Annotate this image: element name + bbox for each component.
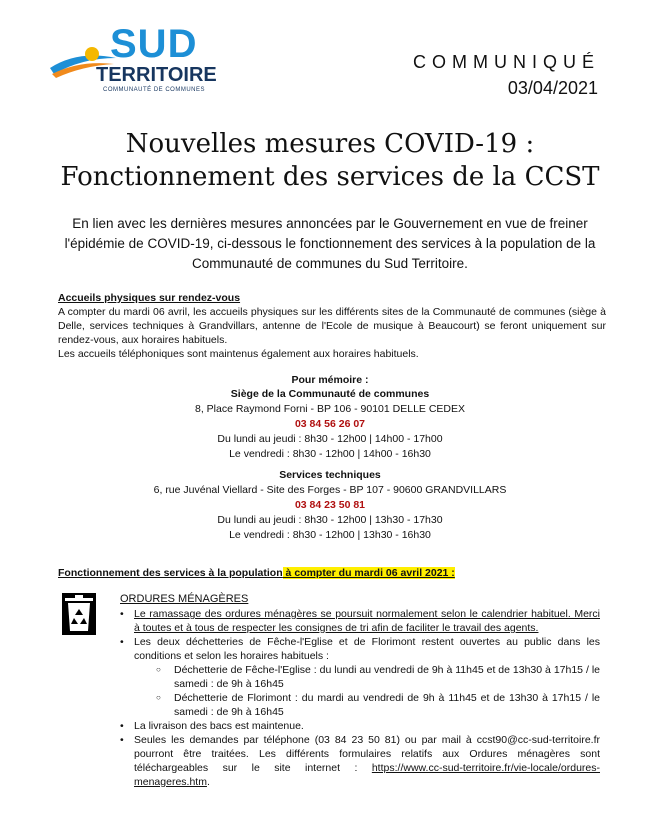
list-item: • La livraison des bacs est maintenue. [120, 719, 600, 733]
memo-heading: Pour mémoire : [291, 374, 369, 386]
logo-territoire: TERRITOIRE [96, 64, 217, 86]
ordures-link[interactable]: https://www.cc-sud-territoire.fr/vie-locale/ordures-menageres.htm [134, 762, 600, 788]
siege-hours-friday: Le vendredi : 8h30 - 12h00 | 14h00 - 16h30 [229, 448, 431, 460]
link-end: . [206, 776, 210, 788]
fonctionnement-heading-highlight: à compter du mardi 06 avril 2021 : [282, 567, 455, 579]
list-item [120, 635, 600, 719]
page-title-line1: Nouvelles mesures COVID-19 : [125, 129, 535, 159]
communique-date: 03/04/2021 [507, 78, 598, 98]
list-item [120, 733, 600, 789]
page-title-line2: Fonctionnement des services de la CCST [60, 162, 600, 192]
siege-phone: 03 84 56 26 07 [294, 418, 366, 430]
st-address: 6, rue Juvénal Viellard - Site des Forges - BP 107 - 90600 GRANDVILLARS [153, 484, 507, 496]
siege-address: 8, Place Raymond Forni - BP 106 - 90101 DELLE CEDEX [194, 403, 466, 415]
list-item-text: Les deux déchetteries de Fêche-l'Eglise et de Florimont restent ouvertes au public dans les conditions et selon les horaires habituels : [134, 636, 600, 662]
list-item: • Le ramassage des ordures ménagères se poursuit normalement selon le calendrier habituel. Merci à toutes et à tous de respecter les consignes de tri afin de faciliter le travail des agents. [120, 607, 600, 635]
st-hours-friday: Le vendredi : 8h30 - 12h00 | 13h30 - 16h30 [229, 529, 431, 541]
accueils-heading: Accueils physiques sur rendez-vous [58, 292, 241, 304]
communique-label: COMMUNIQUÉ [413, 52, 600, 72]
fonctionnement-heading [58, 566, 455, 580]
logo [48, 22, 223, 97]
st-title: Services techniques [279, 469, 381, 481]
ordures-title: ORDURES MÉNAGÈRES [120, 593, 249, 605]
accueils-text2: Les accueils téléphoniques sont maintenus également aux horaires habituels. [58, 348, 419, 360]
recycling-bin-icon [62, 593, 96, 635]
siege-title: Siège de la Communauté de communes [230, 388, 430, 400]
siege-hours-weekdays: Du lundi au jeudi : 8h30 - 12h00 | 14h00 - 17h00 [217, 433, 443, 445]
ordures-list [120, 607, 600, 789]
sub-list-item: ○ Déchetterie de Fêche-l'Eglise : du lundi au vendredi de 9h à 11h45 et de 13h30 à 17h15 / le samedi : de 9h à 16h45 [134, 663, 600, 691]
list-item-text: Seules les demandes par téléphone (03 84 23 50 81) ou par mail à ccst90@cc-sud-territoire.fr pourront être traitées. Les différents formulaires relatifs aux Ordures ménagères sont téléchargeables sur le site internet : [134, 734, 600, 774]
fonctionnement-heading-text: Fonctionnement des services à la population [58, 567, 283, 579]
logo-subtitle: COMMUNAUTÉ DE COMMUNES [103, 87, 205, 93]
intro-paragraph: En lien avec les dernières mesures annoncées par le Gouvernement en vue de freiner l'épidémie de COVID-19, ci-dessous le fonctionnement des services à la population de la Communauté de communes du Sud Territoire. [64, 216, 596, 271]
st-phone: 03 84 23 50 81 [294, 499, 366, 511]
sub-list-item: ○ Déchetterie de Florimont : du mardi au vendredi de 9h à 11h45 et de 13h30 à 17h15 / le samedi : de 9h à 16h45 [134, 691, 600, 719]
sub-list [134, 663, 600, 719]
logo-sud: SUD [110, 22, 198, 66]
accueils-text: A compter du mardi 06 avril, les accueils physiques sur les différents sites de la Communauté de communes (siège à Delle, services techniques à Grandvillars, antenne de l'Ecole de musique à Beaucourt) se feront uniquement sur rendez-vous, aux horaires habituels. [58, 306, 606, 346]
st-hours-weekdays: Du lundi au jeudi : 8h30 - 12h00 | 13h30 - 17h30 [217, 514, 443, 526]
